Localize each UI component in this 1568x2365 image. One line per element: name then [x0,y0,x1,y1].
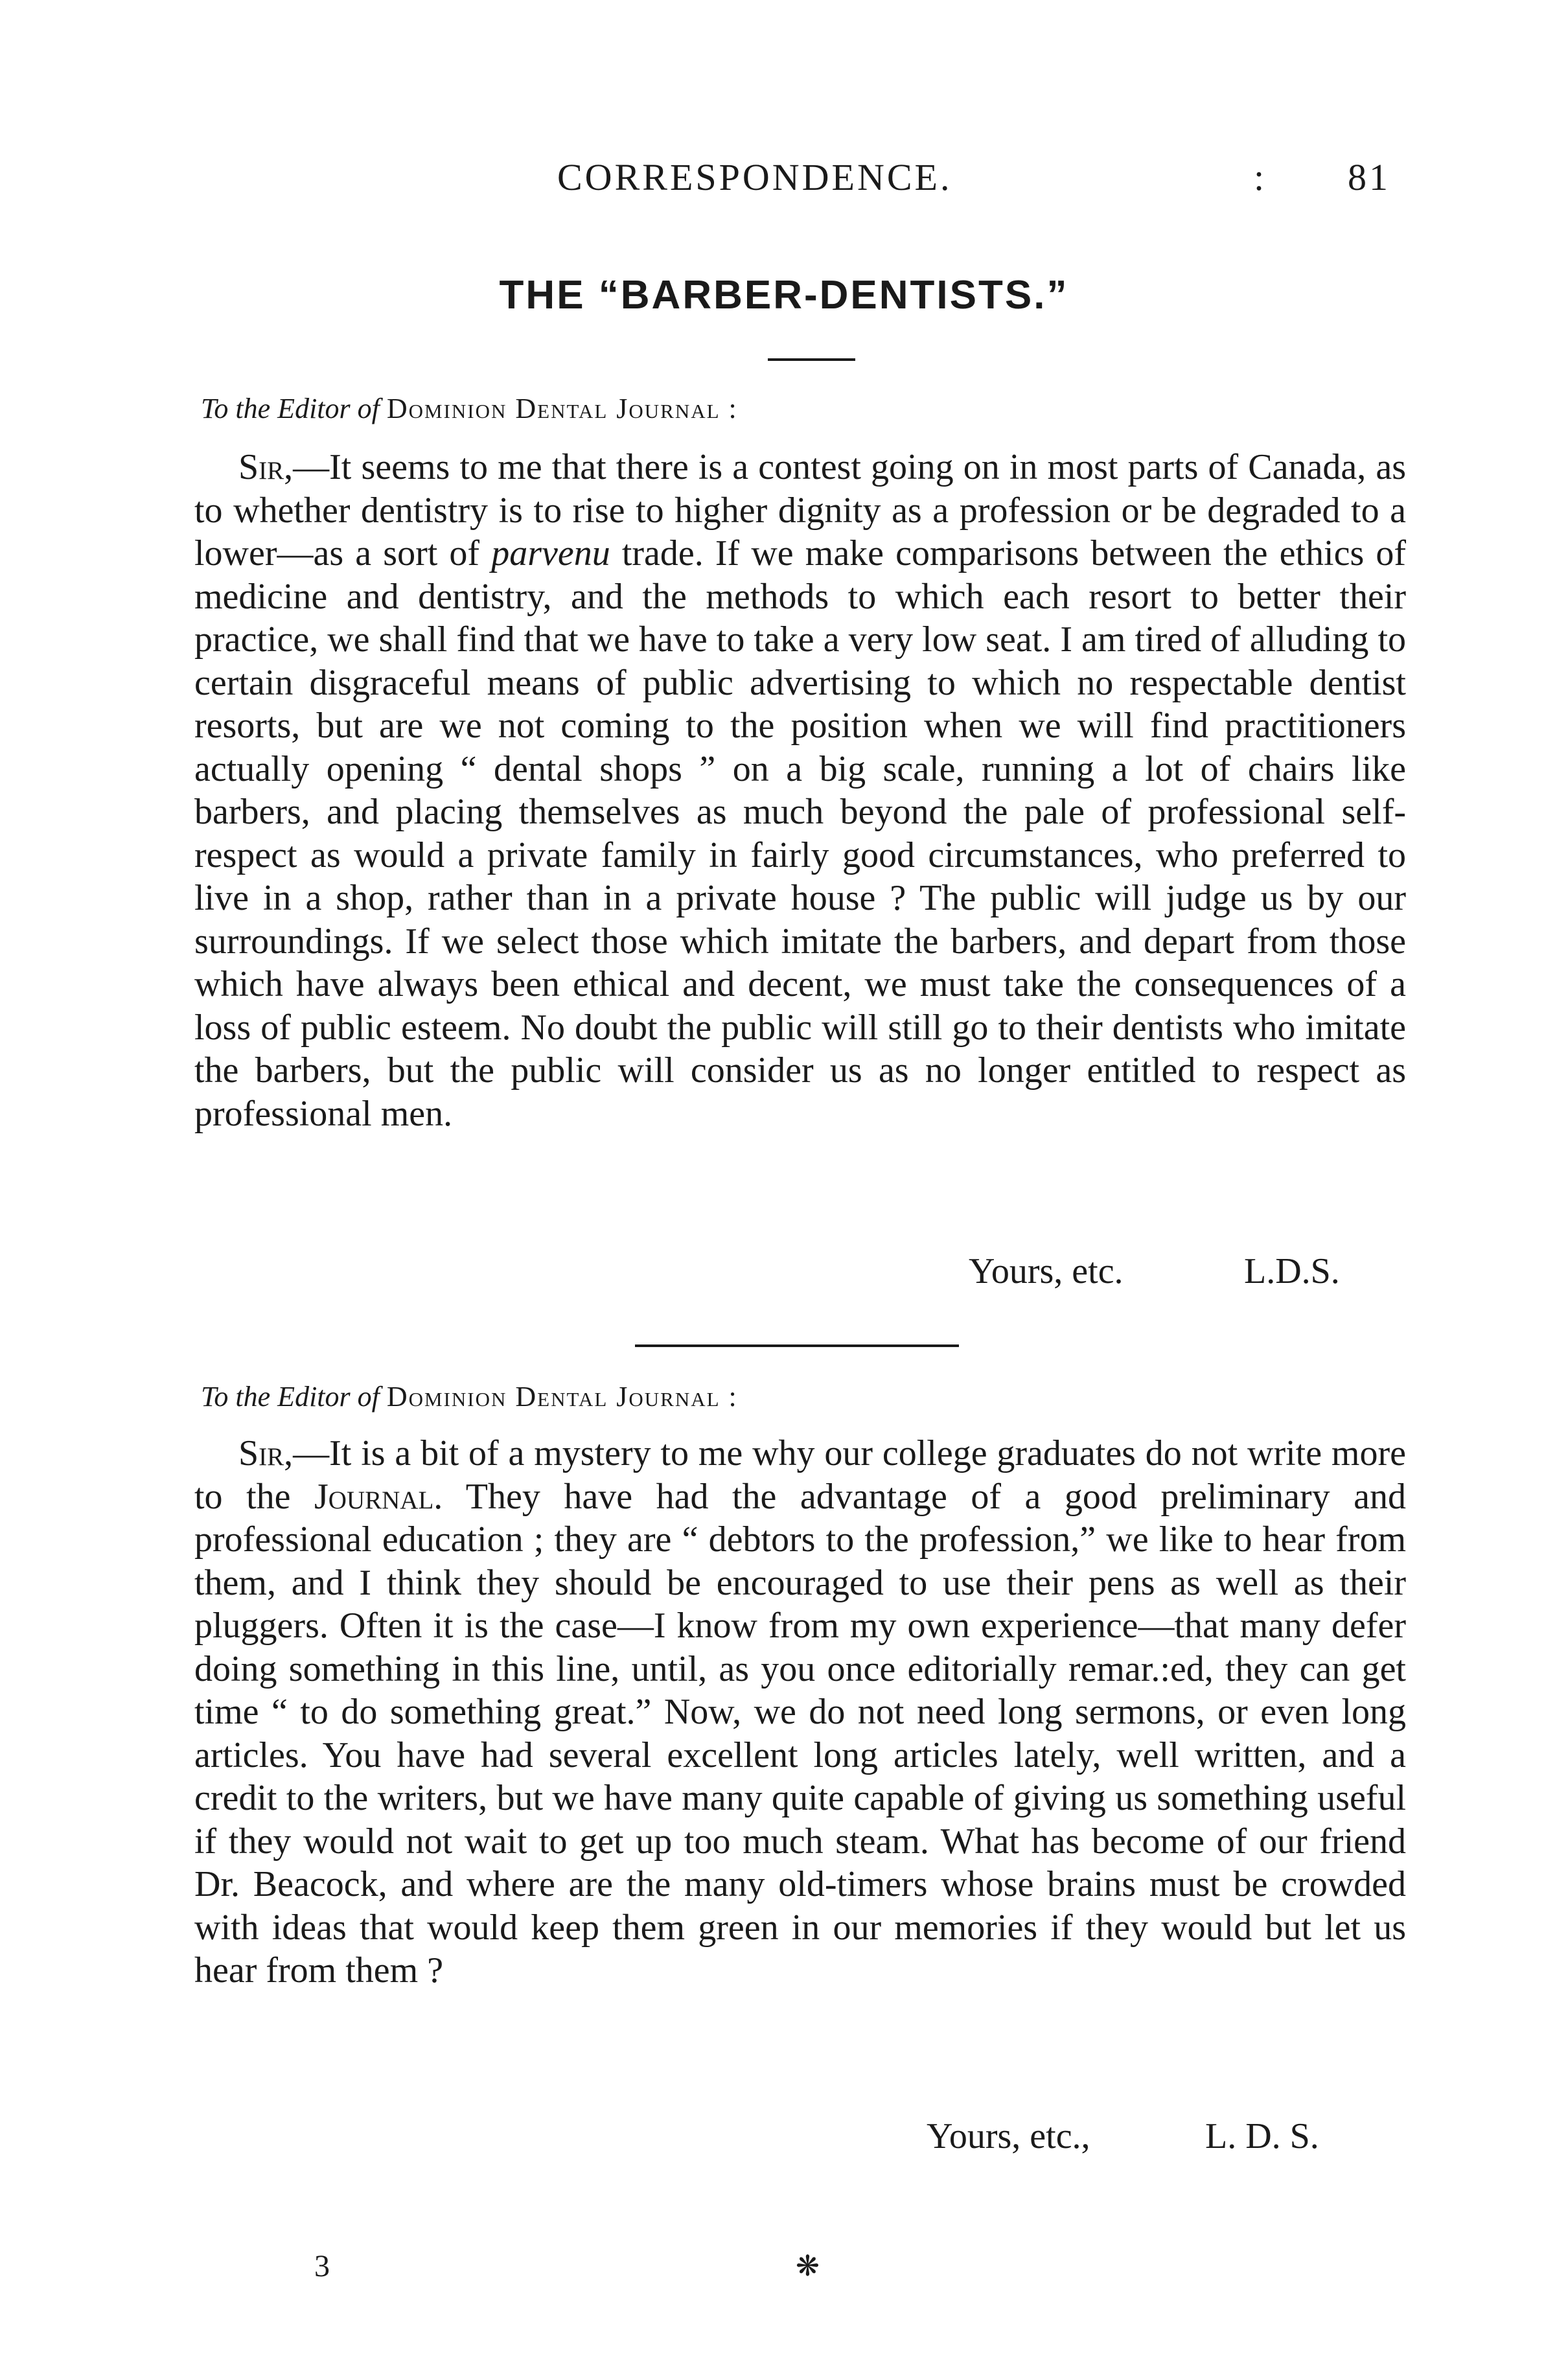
letter-text: —It is a bit of a mystery to me why our college graduates do not write more to the [194,1433,1406,1517]
article-title: THE “BARBER-DENTISTS.” [499,273,1069,317]
folio-number: 3 [314,2249,330,2283]
letter-opening: Sir, [238,447,294,487]
running-title: CORRESPONDENCE. [557,156,952,198]
letter-text: —It seems to me that there is a contest going on in most parts of Canada, as to whether dentistry is to rise to higher dignity as a profession or be degraded to a lower—as a sort of [194,447,1406,573]
letter-divider [635,1344,959,1347]
letter-1-salutation [201,392,738,425]
salutation-journal: Dominion Dental Journal : [386,393,738,424]
letter-text: trade. If we make comparisons between the ethics of medicine and dentistry, and the methods to which each resort to better their practice, we shall find that we have to take a very low seat. I am tired of alluding to certain disgraceful means of public advertising to which no respectable dentist resorts, but are we not coming to the position when we will find practitioners actually opening “ dental shops ” on a big scale, running a lot of chairs like barbers, and placing themselves as much beyond the pale of professional self-respect as would a private family in fairly good circumstances, who preferred to live in a shop, rather than in a private house ? The public will judge us by our surroundings. If we select those which imitate the barbers, and depart from those which have always been ethical and decent, we must take the consequences of a loss of public esteem. No doubt the public will still go to their dentists who imitate the barbers, but the public will consider us as no longer entitled to respect as professional men. [194,533,1407,1134]
title-divider [768,358,855,361]
salutation-journal: Dominion Dental Journal : [386,1381,738,1413]
salutation-prefix: To the Editor of [201,1381,380,1413]
letter-2-signature: L. D. S. [1205,2116,1319,2156]
letter-1-signature: L.D.S. [1244,1251,1340,1291]
letter-text: . They have had the advantage of a good preliminary and professional education ; they are “ debtors to the profession,” we like to hear from them, and I think they should be encouraged to use their pens as well as their pluggers. Often it is the case—I know from my own experience—that many defer doing something in this line, until, as you once editorially remar.:ed, they can get time “ to do something great.” Now, we do not need long sermons, or even long articles. You have had several excellent long articles lately, well written, and a credit to the writers, but we have many quite capable of giving us something useful if they would not wait to get up too much steam. What has become of our friend Dr. Beacock, and where are the many old-timers whose brains must be crowded with ideas that would keep them green in our memories if they would but let us hear from them ? [194,1476,1406,1990]
running-head [0,156,1568,207]
letter-italic-word: parvenu [491,533,610,573]
letter-2-salutation [201,1380,738,1413]
letter-2-body [194,1432,1406,1992]
letter-1-closing: Yours, etc. [969,1251,1124,1291]
letter-1-body [194,446,1406,1135]
running-head-separator: : [1254,156,1267,198]
printer-ornament-icon: ❋ [796,2250,820,2283]
page-number: 81 [1348,156,1390,198]
letter-opening: Sir, [238,1433,294,1473]
letter-2-closing: Yours, etc., [927,2116,1090,2156]
letter-journal-name: Journal [314,1476,434,1517]
salutation-prefix: To the Editor of [201,393,380,424]
